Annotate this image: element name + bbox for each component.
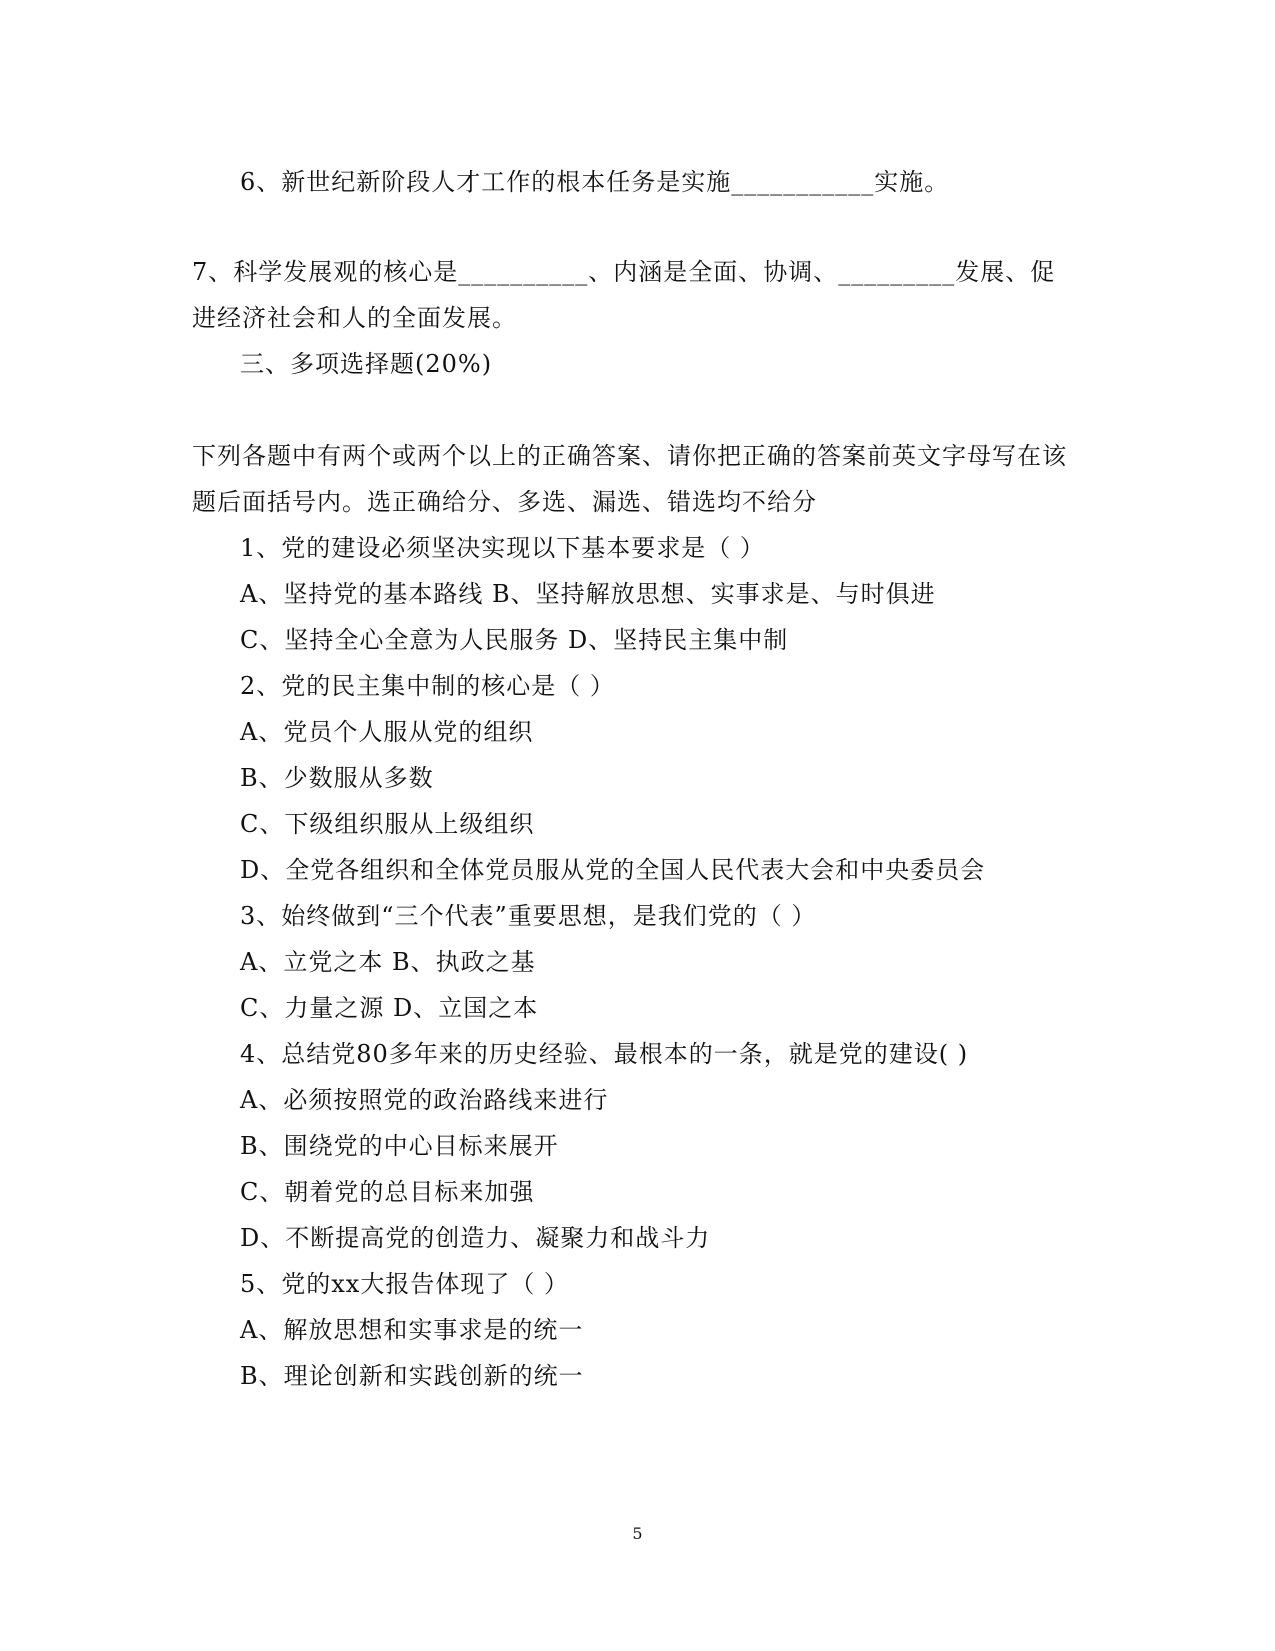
question-1: 1、党的建设必须坚决实现以下基本要求是（ ） <box>240 534 765 562</box>
fill-blank-question-7-line-2: 进经济社会和人的全面发展。 <box>192 304 517 332</box>
fill-blank-question-7-line-1: 7、科学发展观的核心是__________、内涵是全面、协调、_________发展、促 <box>192 258 1056 286</box>
question-1-options-cd: C、坚持全心全意为人民服务 D、坚持民主集中制 <box>240 626 789 654</box>
question-4-option-d: D、不断提高党的创造力、凝聚力和战斗力 <box>240 1224 711 1252</box>
instructions-line-2: 题后面括号内。选正确给分、多选、漏选、错选均不给分 <box>192 488 817 516</box>
question-2-option-a: A、党员个人服从党的组织 <box>240 718 534 746</box>
question-3-options-cd: C、力量之源 D、立国之本 <box>240 994 539 1022</box>
question-3: 3、始终做到“三个代表”重要思想，是我们党的（ ） <box>240 902 817 930</box>
question-4-option-c: C、朝着党的总目标来加强 <box>240 1178 535 1206</box>
question-2-option-c: C、下级组织服从上级组织 <box>240 810 535 838</box>
question-2-option-d: D、全党各组织和全体党员服从党的全国人民代表大会和中央委员会 <box>240 856 986 884</box>
fill-blank-question-6: 6、新世纪新阶段人才工作的根本任务是实施___________实施。 <box>240 168 950 196</box>
question-4: 4、总结党80多年来的历史经验、最根本的一条，就是党的建设( ) <box>240 1040 969 1068</box>
page-number: 5 <box>632 1524 643 1543</box>
question-4-option-a: A、必须按照党的政治路线来进行 <box>240 1086 609 1114</box>
question-1-options-ab: A、坚持党的基本路线 B、坚持解放思想、实事求是、与时俱进 <box>240 580 936 608</box>
question-5: 5、党的xx大报告体现了（ ） <box>240 1270 569 1298</box>
question-5-option-b: B、理论创新和实践创新的统一 <box>240 1362 584 1390</box>
section-heading-multiple-choice: 三、多项选择题(20%) <box>240 350 493 378</box>
question-3-options-ab: A、立党之本 B、执政之基 <box>240 948 536 976</box>
question-5-option-a: A、解放思想和实事求是的统一 <box>240 1316 584 1344</box>
question-2: 2、党的民主集中制的核心是（ ） <box>240 672 615 700</box>
instructions-line-1: 下列各题中有两个或两个以上的正确答案、请你把正确的答案前英文字母写在该 <box>192 442 1067 470</box>
question-4-option-b: B、围绕党的中心目标来展开 <box>240 1132 559 1160</box>
question-2-option-b: B、少数服从多数 <box>240 764 434 792</box>
